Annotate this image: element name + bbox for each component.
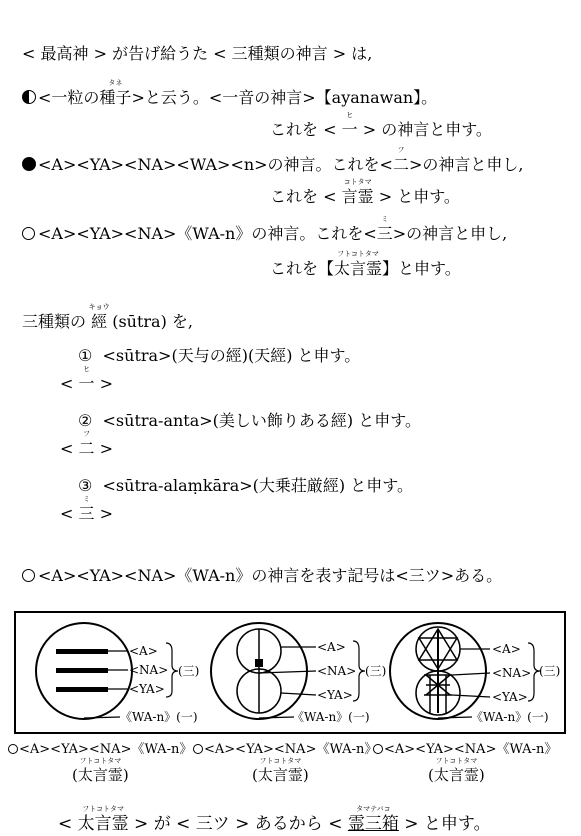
- open-circle-icon: [193, 744, 203, 754]
- symbol-three-bars: [36, 623, 199, 724]
- brace-label-3: (三): [539, 664, 561, 678]
- sutra-mark-3: < ミ 三 >: [60, 495, 114, 523]
- ruby-mark: [78, 365, 95, 394]
- caption-top: <A><YA><NA>《WA-n》: [204, 742, 378, 757]
- ruby-base: 霊三箱: [347, 814, 399, 834]
- ruby-base: 太言霊: [433, 766, 479, 784]
- closing-a: <: [58, 814, 78, 834]
- brace-label-2: (三): [365, 664, 387, 678]
- symbols-line: [22, 566, 502, 586]
- caption-top: <A><YA><NA>《WA-n》: [384, 742, 558, 757]
- caption-2: [193, 742, 377, 758]
- caption-1: [8, 742, 192, 758]
- closing-e: > と申す。: [398, 814, 491, 834]
- open-circle-line-2: [270, 250, 461, 279]
- intro-line-1: < 最高神 > が告げ給うた < 三種類の神言 > は,: [22, 44, 373, 63]
- line2-text-c: >の神言と申し,: [408, 155, 524, 174]
- symbols-figure: [14, 611, 566, 734]
- half-filled-circle-icon: [22, 90, 36, 104]
- brace-label-1: (三): [178, 664, 200, 678]
- ruby-base: 種子: [99, 88, 132, 107]
- ruby-mark: [78, 495, 95, 524]
- intro-text-l3c: > の神言と申す。: [357, 120, 492, 139]
- intro-text-a: <一粒の: [38, 88, 100, 107]
- ruby-base: 太言霊: [77, 766, 123, 784]
- caption-top: <A><YA><NA>《WA-n》: [19, 742, 193, 757]
- ruby-tamatebako: [347, 805, 399, 834]
- ruby-base: 三: [78, 504, 95, 523]
- line2-text-dc: > と申す。: [373, 187, 460, 206]
- ruby-seed: [99, 79, 132, 108]
- open-circle-line: [22, 215, 508, 244]
- label-na-1: <NA>: [129, 663, 169, 677]
- ruby-base: 一: [341, 120, 358, 139]
- symbol-hexagram: [390, 623, 560, 724]
- ruby-text: フトコトタマ: [82, 805, 125, 813]
- closing-line: [58, 805, 491, 834]
- ruby-base: 一: [78, 374, 95, 393]
- caption-2-name: ( フトコトタマ 太言霊): [252, 757, 309, 784]
- sutra-item-3: [78, 476, 413, 496]
- item-number: ①: [78, 346, 93, 365]
- ruby-text: タマテバコ: [356, 805, 391, 813]
- line3-text-dc: 】と申す。: [382, 259, 461, 278]
- open-circle-icon: [373, 744, 383, 754]
- ruby-text: ミ: [83, 495, 90, 503]
- line2-text-da: これを <: [270, 187, 342, 206]
- item-number: ②: [78, 411, 93, 430]
- symbol-stacked-circles: [211, 623, 386, 724]
- ruby-text: フ: [397, 146, 405, 154]
- line3-text-da: これを【: [270, 259, 335, 278]
- ruby-text: ヒ: [346, 111, 354, 119]
- caption-1-name: ( フトコトタマ 太言霊): [72, 757, 129, 784]
- label-ya-1: <YA>: [129, 682, 165, 696]
- item-text: <sūtra-alaṃkāra>(大乗荘厳經) と申す。: [102, 476, 413, 495]
- ruby-kotodama: [341, 178, 374, 207]
- line3-text-c: >の神言と申し,: [392, 224, 508, 243]
- ruby-futokotodama: [334, 250, 383, 279]
- wan-label-3: 《WA-n》(一): [471, 710, 549, 724]
- ruby-mi: [376, 215, 393, 244]
- ruby-text: タネ: [108, 79, 123, 87]
- label-a-2: <A>: [317, 640, 346, 654]
- sutra-head-c: (sūtra) を,: [107, 312, 193, 331]
- ruby-base: 言霊: [341, 187, 374, 206]
- ruby-base: 三: [376, 224, 393, 243]
- label-a-1: <A>: [129, 644, 158, 658]
- ruby-futokotodama: [77, 757, 123, 784]
- open-circle-icon: [22, 569, 35, 582]
- caption-3: [373, 742, 557, 758]
- ruby-fu: [392, 146, 409, 175]
- intro-text-c: >と云う。<一音の神言>【ayanawan】。: [131, 88, 438, 107]
- filled-circle-line-2: [270, 178, 460, 207]
- label-na-2: <NA>: [317, 664, 357, 678]
- ruby-base: 太言霊: [334, 259, 383, 278]
- sutra-head-a: 三種類の: [22, 312, 92, 331]
- ruby-mark: [78, 430, 95, 459]
- line3-text-a: <A><YA><NA>《WA-n》の神言。これを<: [38, 224, 377, 243]
- label-a-3: <A>: [492, 642, 521, 656]
- ruby-text: ミ: [381, 215, 389, 223]
- label-na-3: <NA>: [492, 666, 532, 680]
- ruby-base: 太言霊: [257, 766, 303, 784]
- ruby-text: フトコトタマ: [435, 757, 478, 765]
- ruby-base: 二: [392, 155, 409, 174]
- ruby-futokotodama: [433, 757, 479, 784]
- ruby-text: フトコトタマ: [79, 757, 122, 765]
- ruby-text: ヒ: [83, 365, 90, 373]
- intro-line-2: [22, 79, 438, 108]
- symbols-text: <A><YA><NA>《WA-n》の神言を表す記号は<三ツ>ある。: [38, 566, 503, 585]
- sutra-heading: [22, 303, 193, 332]
- label-ya-3: <YA>: [492, 690, 528, 704]
- sutra-mark-1: < ヒ 一 >: [60, 365, 114, 393]
- sutra-mark-2: < フ 二 >: [60, 430, 114, 458]
- open-circle-icon: [8, 744, 18, 754]
- item-text: <sūtra-anta>(美しい飾りある經) と申す。: [102, 411, 421, 430]
- item-text: <sūtra>(天与の經)(天經) と申す。: [102, 346, 361, 365]
- label-ya-2: <YA>: [317, 688, 353, 702]
- caption-3-name: ( フトコトタマ 太言霊): [428, 757, 485, 784]
- ruby-kyou: [88, 303, 110, 332]
- ruby-text: フトコトタマ: [259, 757, 302, 765]
- open-circle-icon: [22, 227, 35, 240]
- closing-c: > が < 三ツ > あるから <: [128, 814, 348, 834]
- ruby-futokotodama: [257, 757, 303, 784]
- ruby-futokotodama: [77, 805, 129, 834]
- ruby-base: 太言霊: [77, 814, 129, 834]
- ruby-base: 經: [91, 312, 108, 331]
- item-number: ③: [78, 476, 93, 495]
- line2-text-a: <A><YA><NA><WA><n>の神言。これを<: [38, 155, 393, 174]
- sutra-item-1: [78, 346, 360, 366]
- ruby-base: 二: [78, 439, 95, 458]
- wan-label-1: 《WA-n》(一): [120, 710, 198, 724]
- ruby-text: フトコトタマ: [337, 250, 379, 258]
- filled-circle-icon: [22, 157, 36, 171]
- intro-line-3: [270, 111, 492, 140]
- ruby-text: コトタマ: [343, 178, 372, 186]
- ruby-text: フ: [83, 430, 90, 438]
- ruby-text: キョウ: [88, 303, 110, 311]
- wan-label-2: 《WA-n》(一): [292, 710, 370, 724]
- sutra-item-2: [78, 411, 421, 431]
- filled-circle-line: [22, 146, 524, 175]
- intro-text-l3a: これを <: [270, 120, 342, 139]
- symbols-diagram: [16, 613, 568, 736]
- ruby-hi: [341, 111, 358, 140]
